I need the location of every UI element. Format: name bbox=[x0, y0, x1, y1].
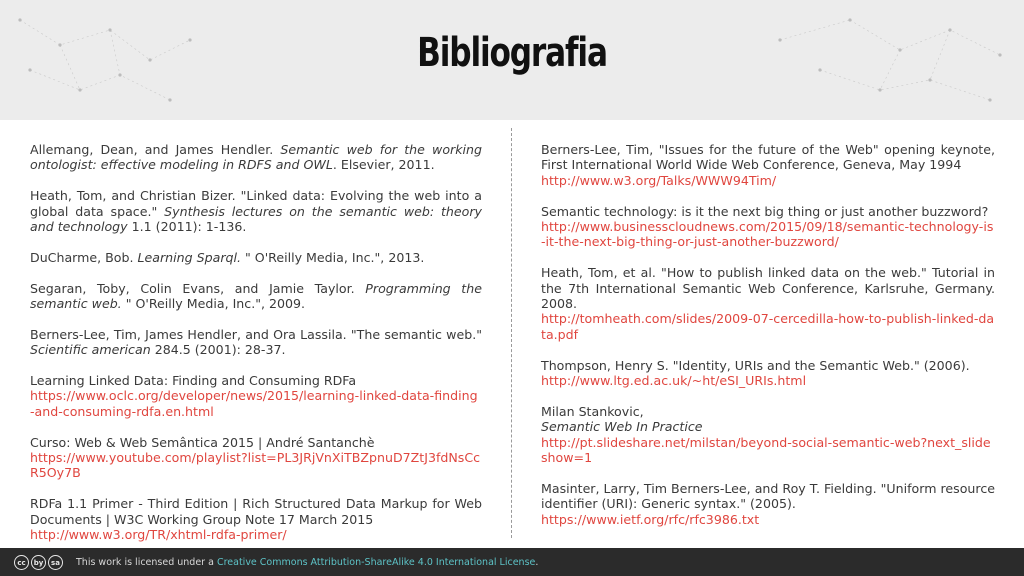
reference-text: RDFa 1.1 Primer - Third Edition | Rich Structured Data Markup for Web Documents | W3C Working Group Note 17 March 2015 bbox=[30, 496, 482, 527]
bibliography-entry bbox=[541, 142, 995, 188]
reference-text: Segaran, Toby, Colin Evans, and Jamie Taylor. bbox=[30, 280, 366, 296]
page-title: Bibliografia bbox=[417, 30, 607, 76]
bibliography-entry bbox=[541, 404, 995, 466]
reference-title: Semantic web for the working ontologist: effective modeling in RDFS and OWL bbox=[30, 142, 482, 173]
reference-text: Learning Linked Data: Finding and Consuming RDFa bbox=[30, 373, 357, 389]
reference-text: Heath, Tom, et al. "How to publish linked data on the web." Tutorial in the 7th International Semantic Web Conference, Karlsruhe, Germany. 2008. bbox=[541, 265, 995, 312]
reference-text: 284.5 (2001): 28-37. bbox=[150, 342, 286, 358]
bibliography-entry bbox=[30, 250, 482, 265]
license-suffix: . bbox=[535, 557, 539, 568]
bibliography-entry bbox=[541, 265, 995, 342]
bibliography-entry bbox=[541, 204, 995, 250]
reference-link[interactable]: http://www.w3.org/Talks/WWW94Tim/ bbox=[541, 172, 777, 188]
license-link[interactable]: Creative Commons Attribution-ShareAlike 4.0 International License bbox=[216, 557, 536, 568]
reference-link[interactable]: http://www.ltg.ed.ac.uk/~ht/eSI_URIs.html bbox=[541, 373, 807, 389]
reference-text: Heath, Tom, and Christian Bizer. "Linked data: Evolving the web into a global data space." bbox=[30, 188, 482, 219]
reference-text: 1.1 (2011): 1-136. bbox=[127, 219, 247, 235]
reference-text: DuCharme, Bob. bbox=[30, 249, 138, 265]
bibliography-entry bbox=[541, 358, 995, 389]
header bbox=[0, 0, 1024, 120]
reference-text: Berners-Lee, Tim, James Hendler, and Ora Lassila. "The semantic web." bbox=[30, 326, 482, 342]
reference-text: Semantic technology: is it the next big thing or just another buzzword? bbox=[541, 203, 989, 219]
attribution-icon: by bbox=[31, 555, 46, 570]
reference-link[interactable]: https://www.ietf.org/rfc/rfc3986.txt bbox=[541, 511, 760, 527]
license-prefix: This work is licensed under a bbox=[76, 557, 217, 568]
license-text bbox=[76, 557, 538, 568]
bibliography-entry bbox=[30, 496, 482, 542]
reference-title: Programming the semantic web. " bbox=[30, 280, 482, 312]
bibliography-entry bbox=[30, 281, 482, 312]
bibliography-entry bbox=[30, 142, 482, 173]
reference-link[interactable]: https://www.oclc.org/developer/news/2015/learning-linked-data-finding-and-consuming-rdfa.en.html bbox=[30, 388, 478, 419]
reference-text: O'Reilly Media, Inc.", 2009. bbox=[131, 296, 306, 312]
reference-link[interactable]: http://pt.slideshare.net/milstan/beyond-social-semantic-web?next_slideshow=1 bbox=[541, 434, 991, 466]
reference-link[interactable]: http://tomheath.com/slides/2009-07-cercedilla-how-to-publish-linked-data.pdf bbox=[541, 311, 995, 342]
bibliography-entry bbox=[30, 188, 482, 234]
bibliography-left-column bbox=[30, 142, 482, 558]
license-footer bbox=[0, 548, 1024, 576]
reference-link[interactable]: http://www.w3.org/TR/xhtml-rdfa-primer/ bbox=[30, 527, 287, 543]
reference-title: Scientific american bbox=[30, 342, 151, 358]
reference-text: Berners-Lee, Tim, "Issues for the future of the Web" opening keynote, First International World Wide Web Conference, Geneva, May 1994 bbox=[541, 142, 995, 173]
reference-title: Semantic Web In Practice bbox=[541, 419, 703, 435]
share-alike-icon: sa bbox=[48, 555, 63, 570]
reference-text: O'Reilly Media, Inc.", 2013. bbox=[250, 249, 425, 265]
reference-text: Allemang, Dean, and James Hendler. bbox=[30, 142, 281, 157]
reference-text: Curso: Web & Web Semântica 2015 | André Santanchè bbox=[30, 434, 375, 450]
reference-text: Masinter, Larry, Tim Berners-Lee, and Roy T. Fielding. "Uniform resource identifier (URI): Generic syntax." (2005). bbox=[541, 480, 995, 512]
bibliography-entry bbox=[541, 481, 995, 527]
bibliography-entry bbox=[30, 327, 482, 358]
bibliography-entry bbox=[30, 373, 482, 419]
bibliography-right-column bbox=[541, 142, 995, 542]
reference-title: Learning Sparql. " bbox=[137, 249, 251, 265]
cc-license-badge[interactable] bbox=[14, 555, 63, 570]
reference-text: Milan Stankovic, bbox=[541, 403, 644, 419]
reference-text: . Elsevier, 2011. bbox=[332, 157, 435, 173]
reference-title: Synthesis lectures on the semantic web: theory and technology bbox=[30, 203, 482, 235]
reference-link[interactable]: http://www.businesscloudnews.com/2015/09/18/semantic-technology-is-it-the-next-big-thing-or-just-another-buzzword/ bbox=[541, 219, 994, 250]
reference-link[interactable]: https://www.youtube.com/playlist?list=PL3JRjVnXiTBZpnuD7ZtJ3fdNsCcR5Oy7B bbox=[30, 450, 481, 481]
reference-text: Thompson, Henry S. "Identity, URIs and the Semantic Web." (2006). bbox=[541, 357, 970, 373]
bibliography-entry bbox=[30, 435, 482, 481]
cc-icon: cc bbox=[14, 555, 29, 570]
column-divider bbox=[511, 128, 512, 538]
